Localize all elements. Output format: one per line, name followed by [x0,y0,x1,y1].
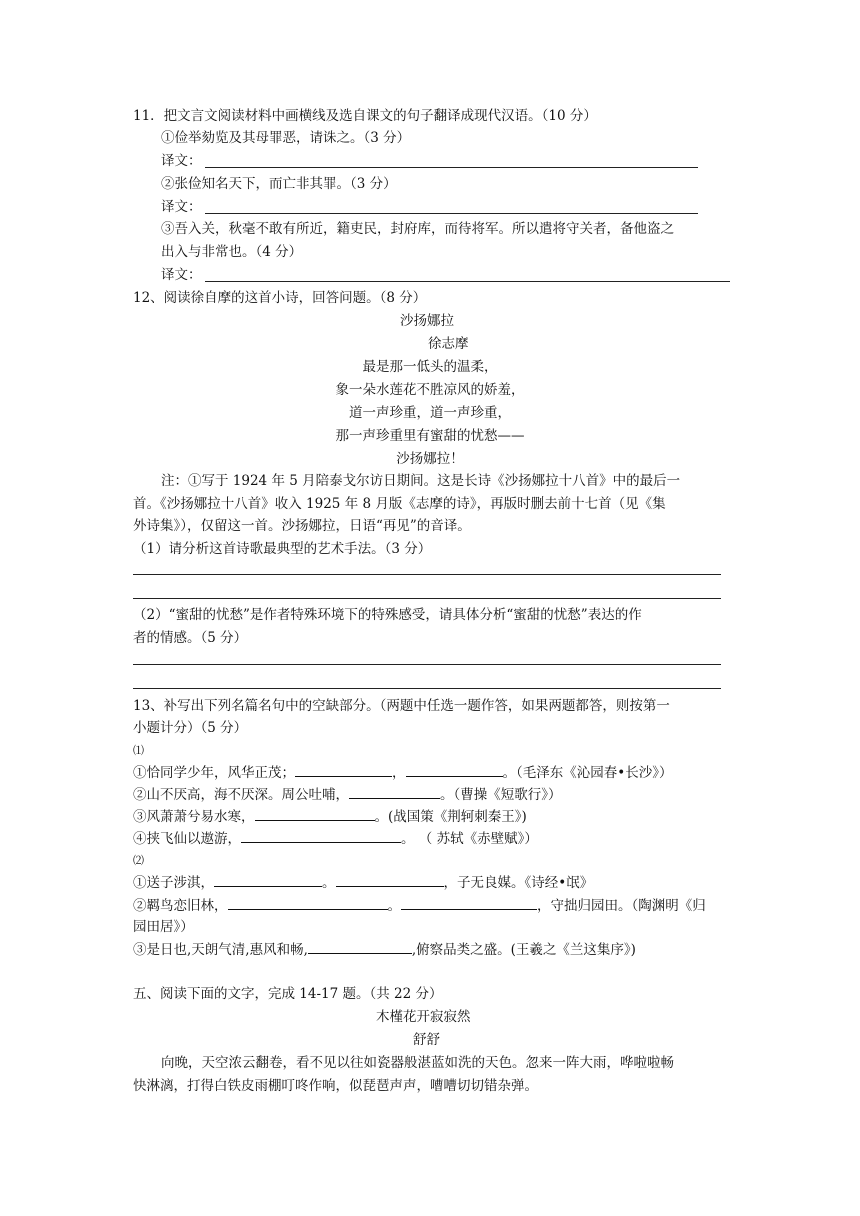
fill-blank[interactable] [406,762,503,777]
q12-sub-2b: 者的情感。（5 分） [133,630,248,646]
item-text: ③是日也,天朗气清,惠风和畅, [133,942,308,958]
q11-translate-label-2: 译文： [161,199,202,215]
q11-item-1: ①俭举劾览及其母罪恶，请诛之。（3 分） [161,130,411,146]
poem-line: 最是那一低头的温柔， [362,359,498,375]
q12-sub-1: （1）请分析这首诗歌最典型的艺术手法。（3 分） [133,541,432,557]
q11-heading: 11．把文言文阅读材料中画横线及选自课文的句子翻译成现代汉语。（10 分） [133,108,597,124]
article-author: 舒舒 [413,1032,440,1048]
q13-set2-item-2 [133,895,706,916]
fill-blank[interactable] [241,828,401,843]
q13-heading-b: 小题计分）（5 分） [133,720,248,736]
item-text: 。(战国策《荆轲刺秦王》) [374,809,527,825]
item-text: ,俯察品类之盛。(王羲之《兰这集序》) [411,942,636,958]
q13-set1-item-1 [133,762,672,783]
item-text: 。 [387,898,401,914]
q13-set2-item-2b: 园田居》） [133,919,194,935]
q11-translate-label-3: 译文： [161,267,202,283]
q11-answer-line-1[interactable] [205,167,698,168]
item-text: 。 [322,875,336,891]
q12-answer-line[interactable] [133,688,721,689]
item-text: 。 （ 苏轼《赤壁赋》） [401,831,538,847]
q13-set1-item-2 [133,784,562,805]
fill-blank[interactable] [214,872,322,887]
q12-answer-line[interactable] [133,574,721,575]
item-text: 。（曹操《短歌行》） [440,787,562,803]
fill-blank[interactable] [349,784,440,799]
q13-set1-item-4 [133,828,538,849]
q12-answer-line[interactable] [133,598,721,599]
fill-blank[interactable] [336,872,444,887]
q12-heading: 12、阅读徐自摩的这首小诗，回答问题。（8 分） [133,290,427,306]
q13-set1-item-3 [133,806,527,827]
q13-set1-label: ⑴ [133,744,144,757]
section5-heading: 五、阅读下面的文字，完成 14-17 题。（共 22 分） [133,986,443,1002]
poem-author: 徐志摩 [428,336,469,352]
poem-line: 道一声珍重，道一声珍重， [349,405,511,421]
poem-note-3: 外诗集》），仅留这一首。沙扬娜拉，日语“再见”的音译。 [133,518,471,534]
q12-sub-2a: （2）“蜜甜的忧愁”是作者特殊环境下的特殊感受，请具体分析“蜜甜的忧愁”表达的作 [133,607,642,623]
q13-set2-item-1 [133,872,593,893]
q11-item-2: ②张俭知名天下，而亡非其罪。（3 分） [161,176,397,192]
fill-blank[interactable] [228,895,388,910]
article-title: 木槿花开寂寂然 [376,1009,471,1025]
poem-note-2: 首。《沙扬娜拉十八首》收入 1925 年 8 月版《志摩的诗》，再版时删去前十七首（见《集 [133,496,666,512]
item-text: ②羁鸟恋旧林， [133,898,228,914]
article-para-1: 向晚，天空浓云翻卷，看不见以往如瓷器般湛蓝如洗的天色。忽来一阵大雨，哗啦啦畅 [161,1055,674,1071]
poem-line: 那一声珍重里有蜜甜的忧愁—— [335,428,525,444]
poem-title: 沙扬娜拉 [400,313,454,329]
poem-line: 象一朵水莲花不胜凉风的娇羞， [335,382,525,398]
poem-line: 沙扬娜拉！ [396,451,464,467]
fill-blank[interactable] [255,806,375,821]
item-text: 。（毛泽东《沁园春•长沙》） [502,765,673,781]
item-text: ③风萧萧兮易水寒， [133,809,255,825]
item-text: ，子无良媒。《诗经•氓》 [443,875,594,891]
item-text: ④挟飞仙以遨游， [133,831,241,847]
item-text: ①恰同学少年，风华正茂； [133,765,295,781]
fill-blank[interactable] [308,939,412,954]
q11-answer-line-2[interactable] [205,213,698,214]
q13-set2-label: ⑵ [133,854,144,867]
item-text: ①送子涉淇， [133,875,214,891]
fill-blank[interactable] [401,895,537,910]
q12-answer-line[interactable] [133,664,721,665]
item-text: ， [392,765,406,781]
item-text: ，守拙归园田。（陶渊明《归 [537,898,706,914]
article-para-2: 快淋漓，打得白铁皮雨棚叮咚作响，似琵琶声声，嘈嘈切切错杂弹。 [133,1078,538,1094]
q13-set2-item-3 [133,939,636,960]
q11-translate-label-1: 译文： [161,153,202,169]
poem-note-1: 注：①写于 1924 年 5 月陪泰戈尔访日期间。这是长诗《沙扬娜拉十八首》中的最后一 [161,473,681,489]
item-text: ②山不厌高，海不厌深。周公吐哺， [133,787,349,803]
q11-answer-line-3[interactable] [205,281,730,282]
q11-item-3b: 出入与非常也。（4 分） [161,244,303,260]
fill-blank[interactable] [295,762,392,777]
q13-heading-a: 13、补写出下列名篇名句中的空缺部分。（两题中任选一题作答，如果两题都答，则按第一 [133,698,670,714]
q11-item-3a: ③吾入关，秋毫不敢有所近，籍吏民，封府库，而待将军。所以遣将守关者，备他盗之 [161,221,674,237]
